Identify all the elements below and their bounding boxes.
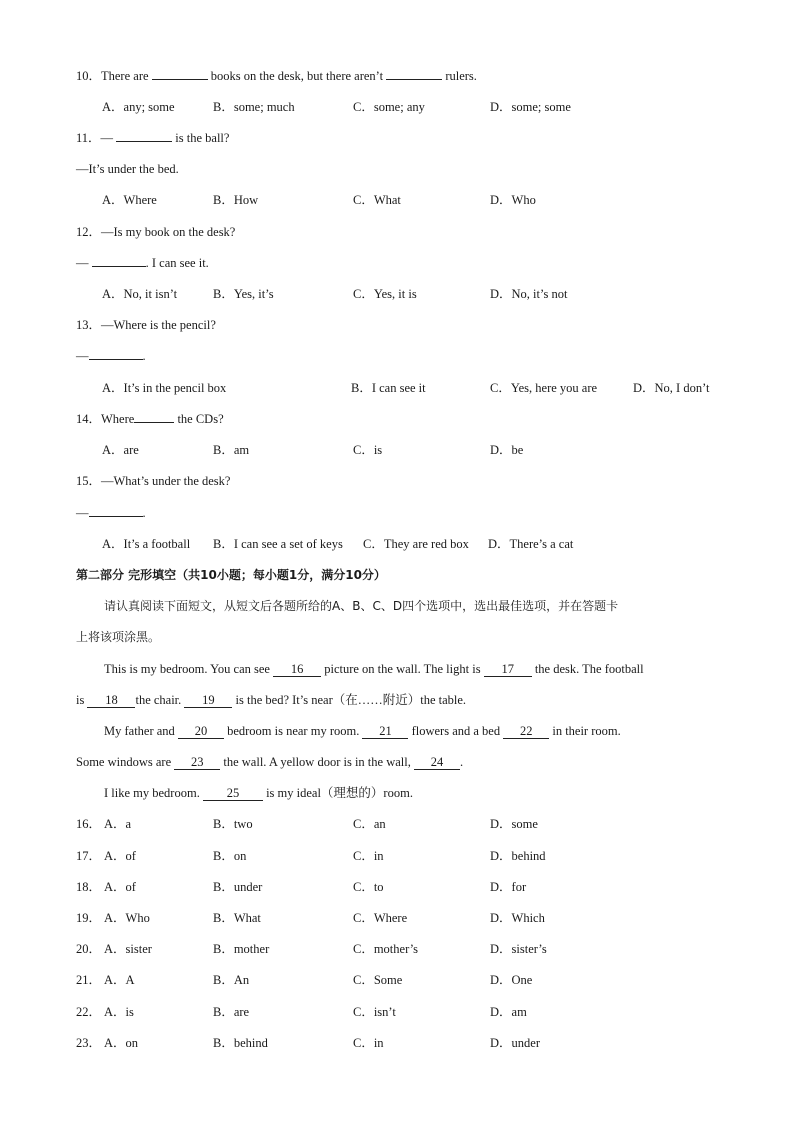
question-number: 18．: [76, 880, 102, 894]
passage-line-5: I like my bedroom. 25 is my ideal（理想的）room.: [104, 786, 413, 800]
question-number: 23．: [76, 1036, 102, 1050]
answer-blank[interactable]: [116, 141, 172, 142]
option-c[interactable]: C．They are red box: [363, 537, 469, 551]
option-c[interactable]: C．Some: [353, 973, 403, 987]
option-b[interactable]: B．are: [213, 1005, 250, 1019]
option-b[interactable]: B．What: [213, 911, 261, 925]
passage-line-4: Some windows are 23 the wall. A yellow door is in the wall, 24 .: [76, 755, 464, 769]
passage-line-1: This is my bedroom. You can see 16 picture on the wall. The light is 17 the desk. The football: [104, 662, 644, 676]
cloze-blank-20[interactable]: 20: [178, 724, 224, 739]
option-b[interactable]: B．An: [213, 973, 250, 987]
option-a[interactable]: A．Where: [102, 193, 157, 207]
option-a[interactable]: A．a: [104, 817, 132, 831]
question-11-reply: —It’s under the bed.: [76, 162, 179, 176]
answer-blank[interactable]: [386, 79, 442, 80]
option-c[interactable]: C．in: [353, 1036, 384, 1050]
option-a[interactable]: A．sister: [104, 942, 152, 956]
option-c[interactable]: C．Yes, it is: [353, 287, 417, 301]
option-c[interactable]: C．is: [353, 443, 383, 457]
cloze-blank-24[interactable]: 24: [414, 755, 460, 770]
question-number: 22．: [76, 1005, 102, 1019]
option-b[interactable]: B．Yes, it’s: [213, 287, 274, 301]
option-c[interactable]: C．What: [353, 193, 401, 207]
option-b[interactable]: B．I can see a set of keys: [213, 537, 343, 551]
section-heading: 第二部分 完形填空（共10小题；每小题1分，满分10分）: [76, 568, 386, 582]
option-d[interactable]: D．some: [490, 817, 538, 831]
option-b[interactable]: B．mother: [213, 942, 270, 956]
cloze-blank-22[interactable]: 22: [503, 724, 549, 739]
option-c[interactable]: C．some; any: [353, 100, 425, 114]
option-c[interactable]: C．to: [353, 880, 384, 894]
option-c[interactable]: C．an: [353, 817, 386, 831]
option-d[interactable]: D．some; some: [490, 100, 571, 114]
option-a[interactable]: A．A: [104, 973, 135, 987]
question-number: 20．: [76, 942, 102, 956]
question-13-reply: — .: [76, 349, 146, 363]
option-d[interactable]: D．Which: [490, 911, 545, 925]
question-number: 19．: [76, 911, 102, 925]
question-12-stem: 12．—Is my book on the desk?: [76, 225, 236, 239]
option-a[interactable]: A．Who: [104, 911, 150, 925]
cloze-blank-19[interactable]: 19: [184, 693, 232, 708]
option-d[interactable]: D．No, it’s not: [490, 287, 568, 301]
option-a[interactable]: A．No, it isn’t: [102, 287, 178, 301]
question-12-reply: — . I can see it.: [76, 256, 209, 270]
question-15-stem: 15．—What’s under the desk?: [76, 474, 231, 488]
cloze-blank-16[interactable]: 16: [273, 662, 321, 677]
answer-blank[interactable]: [89, 359, 143, 360]
question-14-stem: 14．Where the CDs?: [76, 412, 224, 426]
option-d[interactable]: D．under: [490, 1036, 540, 1050]
option-b[interactable]: B．am: [213, 443, 250, 457]
question-15-reply: — .: [76, 506, 146, 520]
option-c[interactable]: C．Yes, here you are: [490, 381, 598, 395]
cloze-blank-17[interactable]: 17: [484, 662, 532, 677]
option-b[interactable]: B．on: [213, 849, 247, 863]
answer-blank[interactable]: [89, 516, 143, 517]
option-d[interactable]: D．behind: [490, 849, 546, 863]
cloze-blank-18[interactable]: 18: [87, 693, 135, 708]
instruction-line-1: 请认真阅读下面短文，从短文后各题所给的A、B、C、D四个选项中，选出最佳选项，并在答题卡: [104, 599, 619, 613]
option-c[interactable]: C．in: [353, 849, 384, 863]
option-d[interactable]: D．be: [490, 443, 524, 457]
question-number: 17．: [76, 849, 102, 863]
cloze-blank-21[interactable]: 21: [362, 724, 408, 739]
option-d[interactable]: D．One: [490, 973, 533, 987]
option-d[interactable]: D．No, I don’t: [633, 381, 710, 395]
option-a[interactable]: A．is: [104, 1005, 134, 1019]
option-a[interactable]: A．are: [102, 443, 139, 457]
option-d[interactable]: D．sister’s: [490, 942, 547, 956]
answer-blank[interactable]: [152, 79, 208, 80]
passage-line-2: is 18 the chair. 19 is the bed? It’s near（在……附近）the table.: [76, 693, 467, 707]
option-c[interactable]: C．Where: [353, 911, 408, 925]
answer-blank[interactable]: [92, 266, 146, 267]
option-c[interactable]: C．isn’t: [353, 1005, 396, 1019]
option-a[interactable]: A．of: [104, 880, 136, 894]
option-b[interactable]: B．two: [213, 817, 253, 831]
cloze-blank-23[interactable]: 23: [174, 755, 220, 770]
question-10-stem: 10．There are books on the desk, but there aren’t rulers.: [76, 69, 477, 83]
option-c[interactable]: C．mother’s: [353, 942, 419, 956]
cloze-blank-25[interactable]: 25: [203, 786, 263, 801]
option-b[interactable]: B．How: [213, 193, 259, 207]
answer-blank[interactable]: [134, 422, 174, 423]
option-a[interactable]: A．It’s in the pencil box: [102, 381, 227, 395]
option-b[interactable]: B．under: [213, 880, 263, 894]
passage-line-3: My father and 20 bedroom is near my room. 21 flowers and a bed 22 in their room.: [104, 724, 621, 738]
option-d[interactable]: D．am: [490, 1005, 527, 1019]
option-d[interactable]: D．Who: [490, 193, 536, 207]
question-11-stem: 11．— is the ball?: [76, 131, 230, 145]
option-d[interactable]: D．for: [490, 880, 527, 894]
option-b[interactable]: B．I can see it: [351, 381, 426, 395]
question-number: 21．: [76, 973, 102, 987]
option-a[interactable]: A．on: [104, 1036, 139, 1050]
option-a[interactable]: A．any; some: [102, 100, 175, 114]
option-b[interactable]: B．some; much: [213, 100, 295, 114]
question-13-stem: 13．—Where is the pencil?: [76, 318, 216, 332]
option-a[interactable]: A．It’s a football: [102, 537, 191, 551]
option-a[interactable]: A．of: [104, 849, 136, 863]
question-number: 16．: [76, 817, 102, 831]
option-d[interactable]: D．There’s a cat: [488, 537, 574, 551]
option-b[interactable]: B．behind: [213, 1036, 268, 1050]
instruction-line-2: 上将该项涂黑。: [76, 630, 161, 644]
